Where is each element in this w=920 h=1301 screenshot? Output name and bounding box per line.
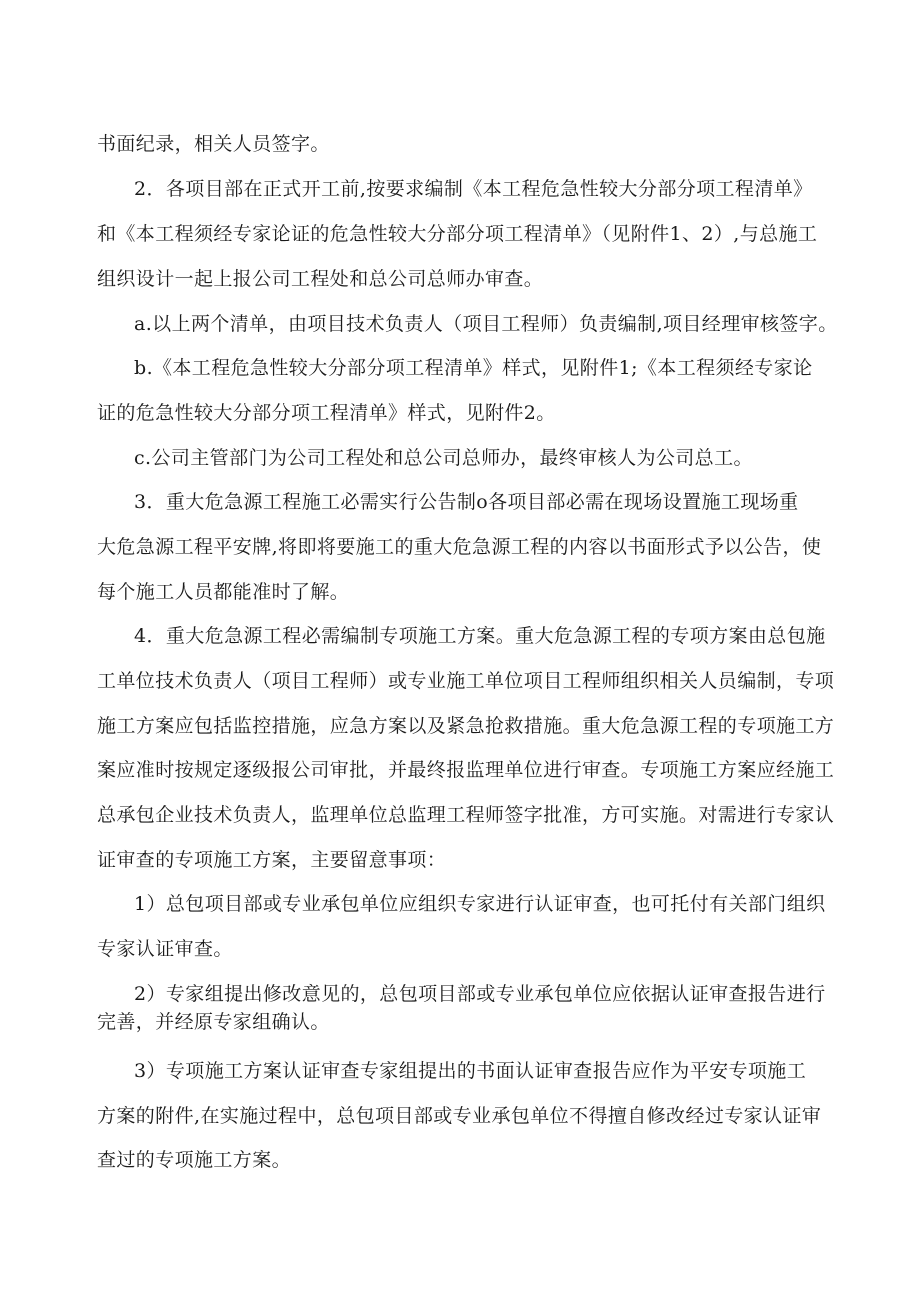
paragraph-line: a.以上两个清单，由项目技术负责人（项目工程师）负责编制,项目经理审核签字。 (134, 313, 838, 335)
paragraph-line: 大危急源工程平安牌,将即将要施工的重大危急源工程的内容以书面形式予以公告，使 (97, 536, 822, 558)
paragraph-line: 证审查的专项施工方案，主要留意事项： (97, 849, 447, 871)
paragraph-line: 和《本工程须经专家论证的危急性较大分部分项工程清单》（见附件1、2）,与总施工 (97, 223, 818, 245)
paragraph-line: 2）专家组提出修改意见的，总包项目部或专业承包单位应依据认证审查报告进行 (134, 983, 826, 1005)
paragraph-line: 总承包企业技术负责人，监理单位总监理工程师签字批准，方可实施。对需进行专家认 (97, 804, 835, 826)
paragraph-line: 3．重大危急源工程施工必需实行公告制o各项目部必需在现场设置施工现场重 (134, 491, 799, 513)
paragraph-line: 完善，并经原专家组确认。 (97, 1011, 330, 1033)
paragraph-line: 查过的专项施工方案。 (97, 1149, 292, 1171)
paragraph-line: 工单位技术负责人（项目工程师）或专业施工单位项目工程师组织相关人员编制，专项 (97, 670, 835, 692)
paragraph-line: b.《本工程危急性较大分部分项工程清单》样式，见附件1;《本工程须经专家论 (134, 357, 813, 379)
paragraph-line: 组织设计一起上报公司工程处和总公司总师办审查。 (97, 268, 544, 290)
paragraph-line: c.公司主管部门为公司工程处和总公司总师办，最终审核人为公司总工。 (134, 447, 753, 469)
paragraph-line: 2．各项目部在正式开工前,按要求编制《本工程危急性较大分部分项工程清单》 (134, 178, 813, 200)
paragraph-line: 证的危急性较大分部分项工程清单》样式，见附件2。 (97, 402, 556, 424)
paragraph-line: 施工方案应包括监控措施，应急方案以及紧急抢救措施。重大危急源工程的专项施工方 (97, 715, 835, 737)
paragraph-line: 专家认证审查。 (97, 938, 233, 960)
paragraph-line: 1）总包项目部或专业承包单位应组织专家进行认证审查，也可托付有关部门组织 (134, 893, 826, 915)
paragraph-line: 书面纪录，相关人员签字。 (97, 133, 330, 155)
paragraph-line: 方案的附件,在实施过程中，总包项目部或专业承包单位不得擅自修改经过专家认证审 (97, 1105, 822, 1127)
paragraph-line: 3）专项施工方案认证审查专家组提出的书面认证审查报告应作为平安专项施工 (134, 1060, 807, 1082)
paragraph-line: 4．重大危急源工程必需编制专项施工方案。重大危急源工程的专项方案由总包施 (134, 625, 826, 647)
paragraph-line: 每个施工人员都能准时了解。 (97, 581, 350, 603)
paragraph-line: 案应准时按规定逐级报公司审批，并最终报监理单位进行审查。专项施工方案应经施工 (97, 759, 835, 781)
